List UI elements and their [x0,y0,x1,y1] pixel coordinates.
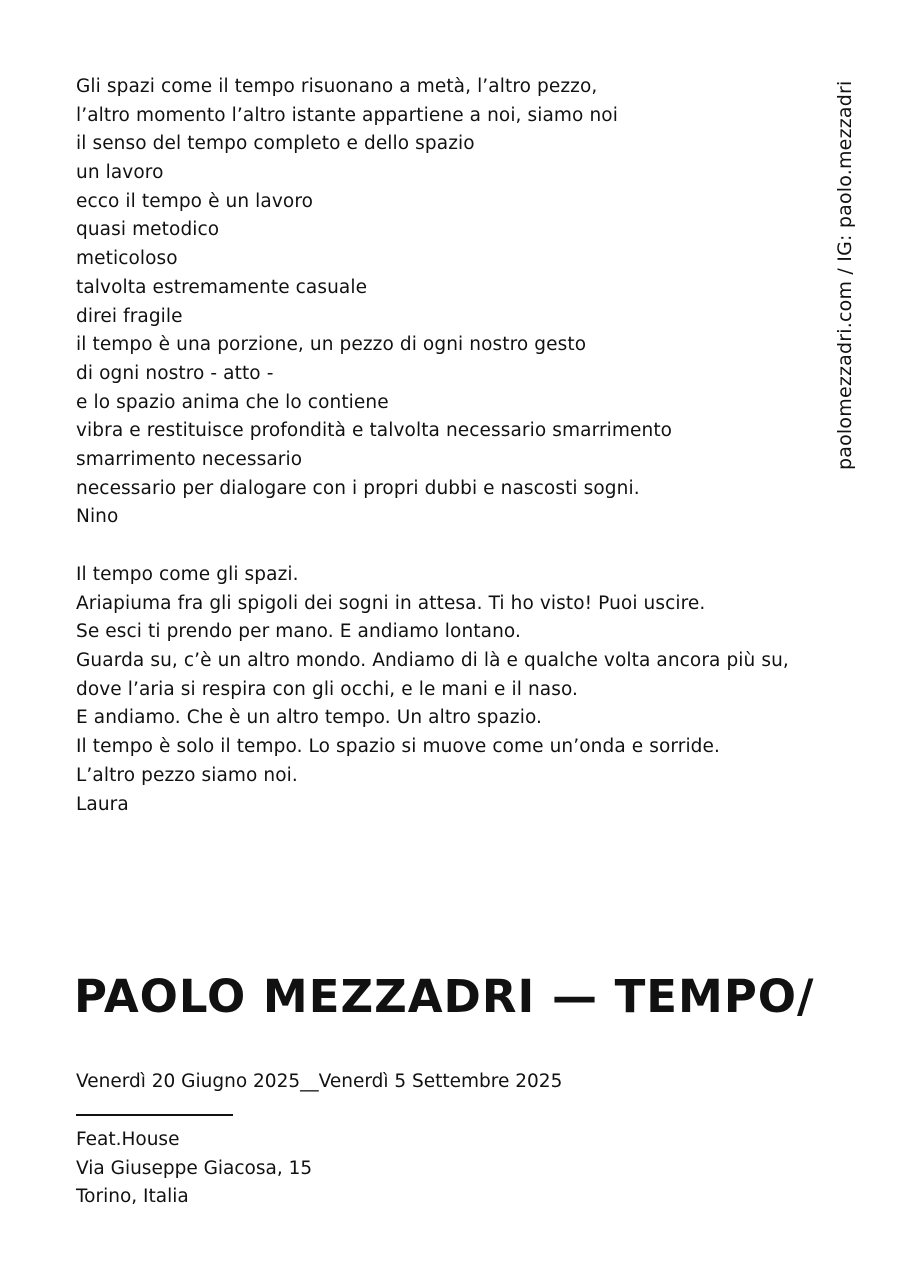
poem-line: Guarda su, c’è un altro mondo. Andiamo di là e qualche volta ancora più su, [76,650,789,672]
poem-line: necessario per dialogare con i propri dubbi e nascosti sogni. [76,477,640,499]
poem-line: il tempo è una porzione, un pezzo di ogni nostro gesto [76,334,587,356]
venue-address [76,1126,312,1212]
exhibition-dates: Venerdì 20 Giugno 2025__Venerdì 5 Settembre 2025 [76,1071,563,1092]
venue-name: Feat.House [76,1129,180,1150]
poem-line: vibra e restituisce profondità e talvolta necessario smarrimento [76,420,673,442]
poem-line: talvolta estremamente casuale [76,276,368,298]
venue-street: Via Giuseppe Giacosa, 15 [76,1157,313,1179]
poem-author: Nino [76,506,119,528]
exhibition-title: PAOLO MEZZADRI — TEMPO/ [74,970,815,1023]
poem-line: smarrimento necessario [76,448,303,470]
poem-line: Il tempo come gli spazi. [76,564,299,585]
poem-line: un lavoro [76,162,164,184]
poem-line: e lo spazio anima che lo contiene [76,391,389,413]
poem-line: Il tempo è solo il tempo. Lo spazio si muove come un’onda e sorride. [76,736,720,758]
poem-nino [76,73,796,532]
poem-line: Gli spazi come il tempo risuonano a metà, l’altro pezzo, [76,76,598,97]
poem-line: dove l’aria si respira con gli occhi, e le mani e il naso. [76,678,579,700]
poem-line: ecco il tempo è un lavoro [76,190,314,212]
poem-line: Ariapiuma fra gli spigoli dei sogni in attesa. Ti ho visto! Puoi uscire. [76,592,706,614]
poem-line: Se esci ti prendo per mano. E andiamo lontano. [76,621,521,643]
divider-rule [76,1114,233,1116]
poem-line: quasi metodico [76,219,220,241]
poem-author: Laura [76,793,129,815]
venue-city: Torino, Italia [76,1186,189,1208]
poem-line: E andiamo. Che è un altro tempo. Un altro spazio. [76,707,543,729]
poem-line: direi fragile [76,305,183,327]
poem-laura [76,561,796,819]
poem-line: L’altro pezzo siamo noi. [76,764,298,786]
poem-line: l’altro momento l’altro istante appartiene a noi, siamo noi [76,104,618,126]
poem-line: il senso del tempo completo e dello spazio [76,133,475,155]
poem-line: meticoloso [76,248,178,270]
poem-line: di ogni nostro - atto - [76,362,274,384]
website-instagram-credit: paolomezzadri.com / IG: paolo.mezzadri [834,80,856,470]
